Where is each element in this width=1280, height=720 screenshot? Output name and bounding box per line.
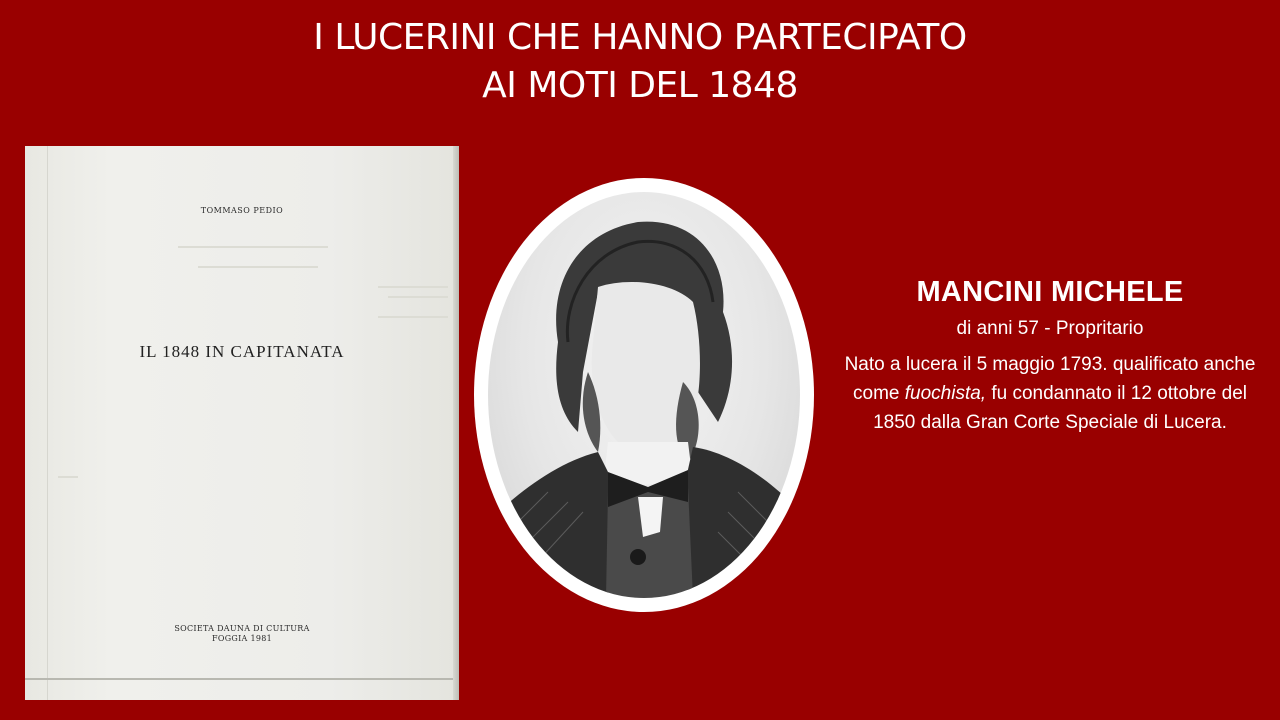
person-name: MANCINI MICHELE <box>916 276 1184 308</box>
book-cover-image <box>25 146 459 700</box>
slide-title-line-1: I LUCERINI CHE HANNO PARTECIPATO <box>313 17 967 58</box>
book-page <box>47 146 459 700</box>
book-publisher <box>25 624 459 644</box>
bio-text-part-2: fu condannato il 12 ottobre del 1850 dalla Gran Corte Speciale di Lucera. <box>873 383 1247 433</box>
person-biography-text <box>830 350 1270 437</box>
bio-text-part-1: Nato a lucera il 5 maggio 1793. qualificato anche come <box>844 354 1256 404</box>
bio-text-italic: fuochista, <box>904 383 987 404</box>
book-bottom-edge <box>25 678 459 680</box>
book-publisher-name: SOCIETA DAUNA DI CULTURA <box>174 624 310 633</box>
portrait-image <box>488 192 800 598</box>
book-title: IL 1848 IN CAPITANATA <box>139 342 345 361</box>
book-author: TOMMASO PEDIO <box>200 206 284 215</box>
biography <box>830 272 1270 437</box>
book-publisher-place-year: FOGGIA 1981 <box>211 634 273 643</box>
portrait-engraving <box>488 192 800 598</box>
slide-title <box>0 14 1280 110</box>
person-subtitle: di anni 57 - Propritario <box>956 318 1144 339</box>
slide-title-line-2: AI MOTI DEL 1848 <box>482 65 798 106</box>
